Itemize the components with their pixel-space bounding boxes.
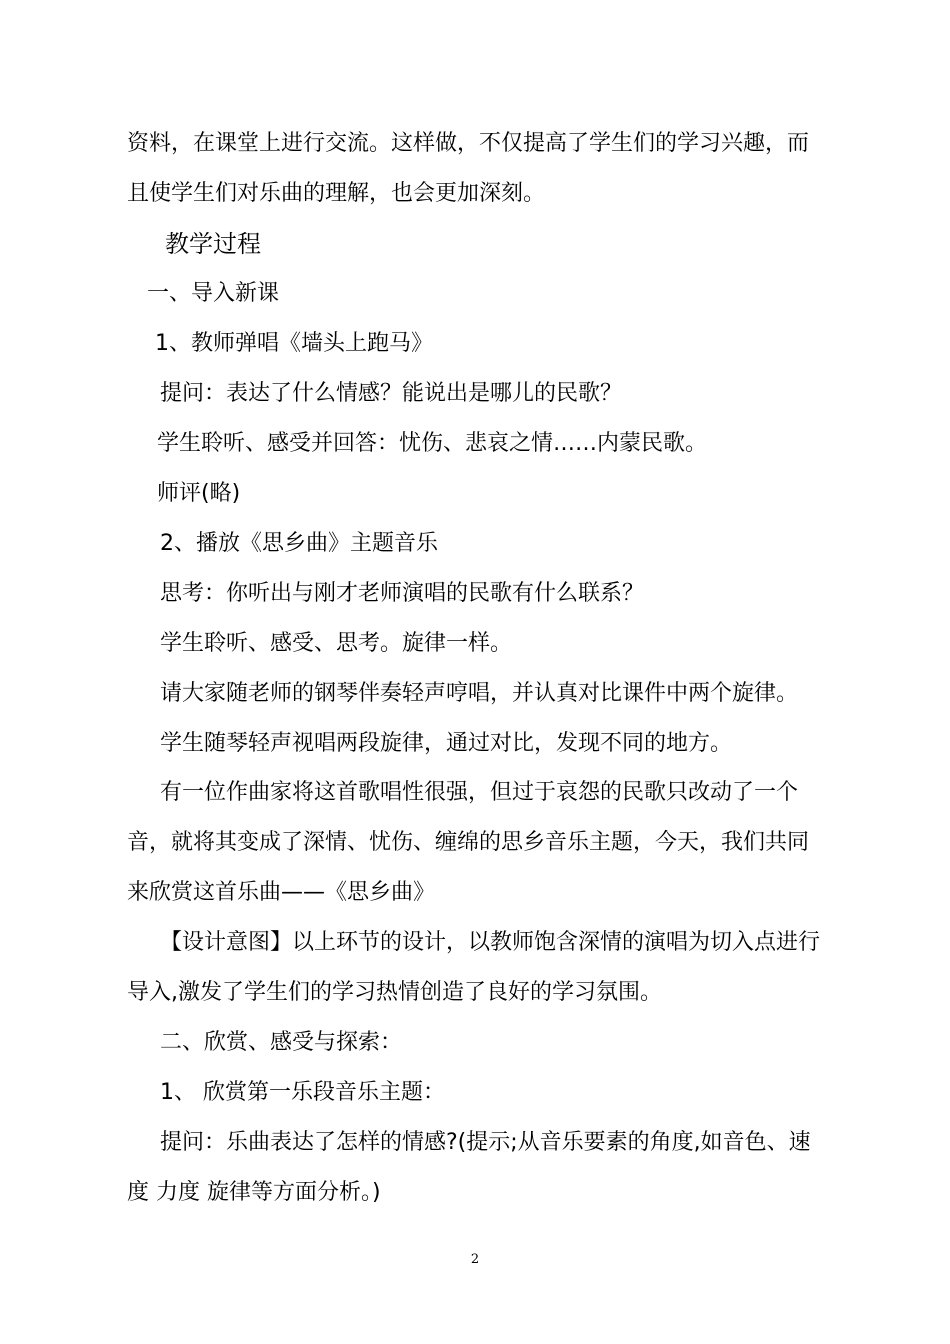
text-line: 学生随琴轻声视唱两段旋律，通过对比，发现不同的地方。 [160,731,733,756]
text-line: 提问：表达了什么情感？能说出是哪儿的民歌？ [160,381,623,406]
page-number: 2 [470,1252,480,1267]
text-line: 1、 欣赏第一乐段音乐主题： [160,1080,445,1105]
text-line: 2、播放《思乡曲》主题音乐 [160,531,438,556]
text-line: 度 力度 旋律等方面分析。) [127,1180,381,1205]
text-line: 思考：你听出与刚才老师演唱的民歌有什么联系？ [160,581,645,606]
text-line: 资料，在课堂上进行交流。这样做，不仅提高了学生们的学习兴趣，而 [127,131,810,156]
text-line: 且使学生们对乐曲的理解，也会更加深刻。 [127,181,546,206]
text-line: 有一位作曲家将这首歌唱性很强，但过于哀怨的民歌只改动了一个 [160,780,799,805]
text-line: 1、教师弹唱《墙头上跑马》 [155,331,433,356]
text-line: 提问：乐曲表达了怎样的情感?(提示;从音乐要素的角度,如音色、速 [160,1130,811,1155]
text-line: 来欣赏这首乐曲——《思乡曲》 [127,880,436,905]
text-line: 导入,激发了学生们的学习热情创造了良好的学习氛围。 [127,980,662,1005]
text-line: 请大家随老师的钢琴伴奏轻声哼唱，并认真对比课件中两个旋律。 [160,681,799,706]
text-line: 学生聆听、感受、思考。旋律一样。 [160,631,513,656]
section-heading: 教学过程 [165,230,261,258]
section-heading: 二、欣赏、感受与探索： [160,1030,403,1055]
section-heading: 一、导入新课 [147,281,280,306]
text-line: 学生聆听、感受并回答：忧伤、悲哀之情……内蒙民歌。 [157,431,708,456]
text-line: 【设计意图】以上环节的设计，以教师饱含深情的演唱为切入点进行 [160,930,821,955]
text-line: 师评(略) [157,481,241,506]
text-line: 音，就将其变成了深情、忧伤、缠绵的思乡音乐主题，今天，我们共同 [127,830,810,855]
